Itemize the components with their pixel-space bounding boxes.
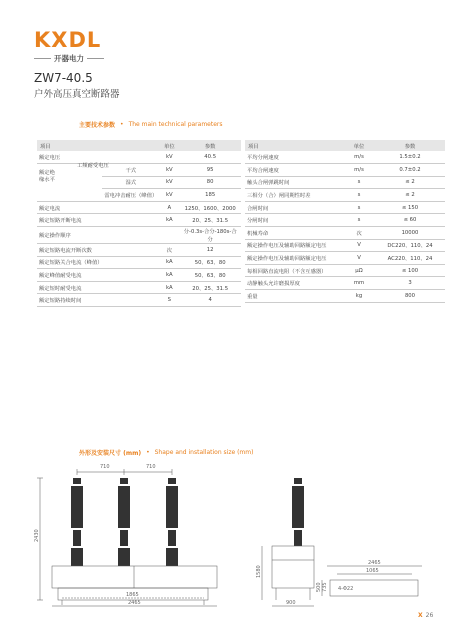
params-section-title [79, 118, 223, 130]
cell-value: ≤ 150 [375, 201, 445, 214]
dim-small-h1: 500 [316, 582, 322, 592]
cell-unit: mm [343, 277, 375, 290]
cell-unit: V [343, 252, 375, 265]
brand-logo [34, 30, 104, 64]
cell-unit: s [343, 189, 375, 202]
cell-unit: kA [159, 256, 179, 269]
cell-unit: V [343, 239, 375, 252]
dim-hole: 4-Φ22 [338, 586, 354, 592]
brand-tagline-row [34, 53, 104, 64]
cell-value: 10000 [375, 227, 445, 240]
cell-unit: A [159, 201, 179, 214]
dimension-drawing [32, 460, 452, 610]
brand-name: KXDL [34, 28, 102, 52]
dim-pole-spacing-1: 710 [100, 464, 110, 470]
cell-unit: m/s [343, 164, 375, 177]
cell-value: ≤ 2 [375, 189, 445, 202]
cell-value: 1.5±0.2 [375, 151, 445, 164]
cell-item: 动静触头允许磨损厚度 [245, 277, 343, 290]
table-row: 湿式 kV 80 [37, 176, 241, 189]
left-params-table [37, 140, 241, 307]
divider [34, 58, 51, 59]
cell-value: 20、25、31.5 [179, 214, 241, 227]
cell-item: 额定短路关合电流（峰值） [37, 256, 159, 269]
cell-unit: kA [159, 281, 179, 294]
col-header-item: 项目 [245, 140, 343, 151]
dim-base-width: 1865 [126, 592, 139, 598]
dim-side-base: 900 [286, 600, 296, 606]
page-number: X 26 [418, 612, 434, 619]
pole-1 [71, 478, 83, 566]
cell-value: 0.7±0.2 [375, 164, 445, 177]
shape-title-zh: 外形及安装尺寸 (mm) [79, 449, 142, 457]
table-row [37, 281, 241, 294]
cell-value: 50、63、80 [179, 256, 241, 269]
table-row [245, 252, 445, 265]
table-row [37, 294, 241, 307]
cell-item: 额定操作顺序 [37, 227, 159, 244]
cell-value: 12 [179, 244, 241, 257]
brand-tagline: 开器电力 [54, 54, 84, 63]
table-row [37, 244, 241, 257]
cell-unit [159, 227, 179, 244]
pole-2 [118, 478, 130, 566]
insulation-group-label: 额定绝缘水平 [39, 170, 55, 183]
divider [87, 58, 104, 59]
cell-item: 额定操作电压及辅助回路额定电压 [245, 252, 343, 265]
cell-item: 分闸时间 [245, 214, 343, 227]
table-row [37, 201, 241, 214]
table-row [245, 239, 445, 252]
cell-unit: kg [343, 290, 375, 303]
cell-value: 3 [375, 277, 445, 290]
side-view [262, 478, 314, 606]
cell-value: ≤ 60 [375, 214, 445, 227]
col-header-value: 参数 [375, 140, 445, 151]
table-row [245, 227, 445, 240]
right-params-table [245, 140, 445, 303]
cell-item: 额定短路开断电流 [37, 214, 159, 227]
cell-value: 20、25、31.5 [179, 281, 241, 294]
cell-item: 平均分闸速度 [245, 151, 343, 164]
params-title-sep: • [120, 120, 124, 128]
cell-item: 额定短路电流开断次数 [37, 244, 159, 257]
cell-value: DC220、110、24 [375, 239, 445, 252]
cell-item: 额定短路持续时间 [37, 294, 159, 307]
table-row [245, 176, 445, 189]
dim-top-inner: 1065 [366, 568, 379, 574]
col-header-unit: 单位 [343, 140, 375, 151]
cell-item: 平均合闸速度 [245, 164, 343, 177]
cell-value: ≤ 2 [375, 176, 445, 189]
table-row [245, 277, 445, 290]
cell-value: ≤ 100 [375, 264, 445, 277]
cell-item: 额定短时耐受电流 [37, 281, 159, 294]
cell-value: 1250、1600、2000 [179, 201, 241, 214]
col-header-value: 参数 [179, 140, 241, 151]
cell-unit: kA [159, 214, 179, 227]
cell-unit: 次 [159, 244, 179, 257]
table-row [37, 214, 241, 227]
cell-item: 额定峰值耐受电流 [37, 269, 159, 282]
params-title-zh: 主要技术参数 [79, 121, 116, 129]
shape-section-title [79, 446, 253, 458]
power-freq-label: 工频耐受电压 [77, 163, 109, 170]
cell-unit: s [343, 214, 375, 227]
cell-unit: μΩ [343, 264, 375, 277]
cell-item: 触头合闸弹跳时间 [245, 176, 343, 189]
shape-title-sep: • [146, 448, 150, 456]
dim-side-height: 1580 [256, 565, 262, 578]
table-row [245, 151, 445, 164]
dim-total-width: 2465 [128, 600, 141, 606]
cell-item: 机械寿命 [245, 227, 343, 240]
cell-value: 50、63、80 [179, 269, 241, 282]
cell-value: 800 [375, 290, 445, 303]
cell-item: 重量 [245, 290, 343, 303]
cell-unit: s [343, 176, 375, 189]
cell-item: 每相回路直流电阻（不含互感器） [245, 264, 343, 277]
footer-mark: X [418, 612, 423, 619]
table-row [37, 227, 241, 244]
col-header-unit: 单位 [159, 140, 179, 151]
table-row [245, 214, 445, 227]
cell-item: 三相分（合）闸同期性时差 [245, 189, 343, 202]
front-view [37, 469, 217, 606]
table-row [37, 256, 241, 269]
table-row: 额定电压 kV 40.5 [37, 151, 241, 164]
pole-3 [166, 478, 178, 566]
cell-value: 4 [179, 294, 241, 307]
dim-height: 2430 [34, 529, 40, 542]
table-row: 雷电冲击耐压（峰值） kV 185 [37, 189, 241, 202]
col-header-item: 项目 [37, 140, 159, 151]
product-model: ZW7-40.5 [34, 71, 93, 85]
cell-unit: S [159, 294, 179, 307]
cell-unit: 次 [343, 227, 375, 240]
params-title-en: The main technical parameters [128, 120, 223, 128]
table-row [245, 290, 445, 303]
table-row [37, 269, 241, 282]
shape-title-en: Shape and installation size (mm) [154, 448, 254, 456]
dim-top-width: 2465 [368, 560, 381, 566]
cell-item: 额定操作电压及辅助回路额定电压 [245, 239, 343, 252]
table-row [245, 201, 445, 214]
table-row [245, 164, 445, 177]
product-name: 户外高压真空断路器 [34, 89, 120, 100]
cell-unit: s [343, 201, 375, 214]
dim-small-h2: 735 [322, 582, 328, 592]
cell-unit: m/s [343, 151, 375, 164]
cell-value: AC220、110、24 [375, 252, 445, 265]
table-row [245, 189, 445, 202]
table-row: 额定绝缘水平 工频耐受电压 干式 kV 95 [37, 164, 241, 177]
cell-value: 分-0.3s-合分-180s-合分 [179, 227, 241, 244]
cell-item: 合闸时间 [245, 201, 343, 214]
cell-item: 额定电流 [37, 201, 159, 214]
dim-pole-spacing-2: 710 [146, 464, 156, 470]
cell-unit: kA [159, 269, 179, 282]
table-row [245, 264, 445, 277]
